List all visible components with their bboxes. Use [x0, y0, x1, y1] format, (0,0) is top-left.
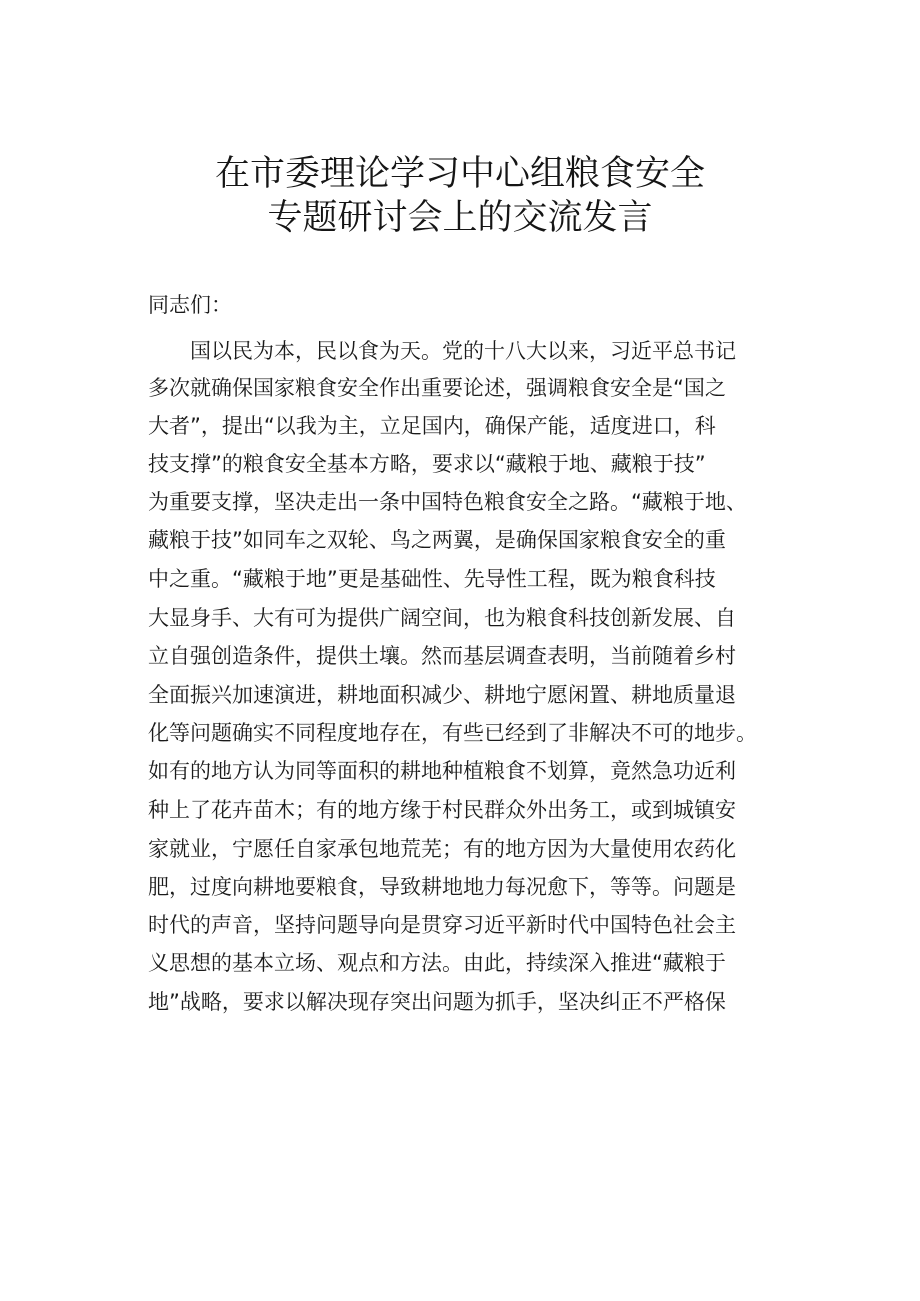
- body-line: 多次就确保国家粮食安全作出重要论述，强调粮食安全是“国之: [148, 376, 726, 400]
- body-line: 技支撑”的粮食安全基本方略，要求以“藏粮于地、藏粮于技”: [148, 452, 706, 476]
- body-line: 大者”，提出“以我为主，立足国内，确保产能，适度进口，科: [148, 414, 716, 438]
- body-line: 化等问题确实不同程度地存在，有些已经到了非解决不可的地步。: [148, 721, 757, 745]
- body-line: 时代的声音，坚持问题导向是贯穿习近平新时代中国特色社会主: [148, 913, 736, 937]
- body-line: 家就业，宁愿任自家承包地荒芜；有的地方因为大量使用农药化: [148, 837, 736, 861]
- body-line: 藏粮于技”如同车之双轮、鸟之两翼，是确保国家粮食安全的重: [148, 528, 726, 552]
- body-line: 大显身手、大有可为提供广阔空间，也为粮食科技创新发展、自: [148, 606, 736, 630]
- greeting: 同志们：: [148, 293, 232, 317]
- body-line: 为重要支撑，坚决走出一条中国特色粮食安全之路。“藏粮于地、: [148, 490, 747, 514]
- body-line: 种上了花卉苗木；有的地方缘于村民群众外出务工，或到城镇安: [148, 798, 736, 822]
- document-title-line-2: 专题研讨会上的交流发言: [267, 198, 653, 238]
- body-line: 国以民为本，民以食为天。党的十八大以来，习近平总书记: [148, 339, 736, 363]
- body-line: 全面振兴加速演进，耕地面积减少、耕地宁愿闲置、耕地质量退: [148, 683, 736, 707]
- document-title-line-1: 在市委理论学习中心组粮食安全: [214, 154, 705, 194]
- body-line: 中之重。“藏粮于地”更是基础性、先导性工程，既为粮食科技: [148, 567, 716, 591]
- body-line: 如有的地方认为同等面积的耕地种植粮食不划算，竟然急功近利: [148, 759, 736, 783]
- body-line: 义思想的基本立场、观点和方法。由此，持续深入推进“藏粮于: [148, 951, 726, 975]
- body-line: 肥，过度向耕地要粮食，导致耕地地力每况愈下，等等。问题是: [148, 875, 736, 899]
- body-line: 地”战略，要求以解决现存突出问题为抓手，坚决纠正不严格保: [148, 990, 726, 1014]
- body-line: 立自强创造条件，提供土壤。然而基层调查表明，当前随着乡村: [148, 644, 736, 668]
